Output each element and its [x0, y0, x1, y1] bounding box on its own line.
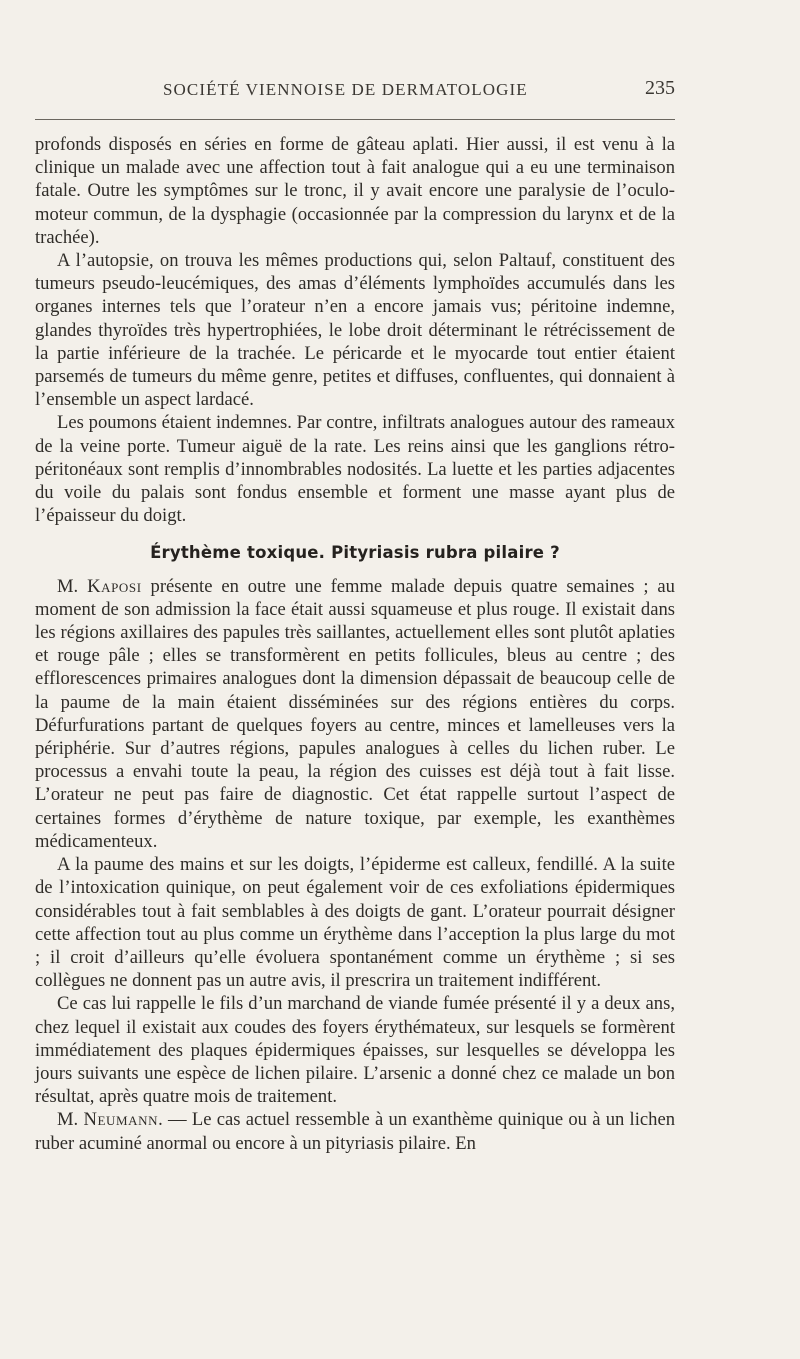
neumann-text: . — Le cas actuel ressemble à un exanthème quinique ou à un lichen ruber acuminé anormal ou encore à un pityriasis pilaire. En	[35, 1109, 675, 1154]
article-body	[35, 133, 675, 1155]
running-header	[35, 77, 675, 105]
header-title: SOCIÉTÉ VIENNOISE DE DERMATOLOGIE	[163, 80, 528, 99]
paragraph-recall-case: Ce cas lui rappelle le fils d’un marchand de viande fumée présenté il y a deux ans, chez lequel il existait aux coudes des foyers érythémateux, sur lesquels se formèrent immédiatement des plaques épidermiques épaisses, sur lesquelles se développa les jours suivants une espèce de lichen pilaire. L’arsenic a donné chez ce malade un bon résultat, après quatre mois de traitement.	[35, 993, 675, 1108]
paragraph-palms: A la paume des mains et sur les doigts, l’épiderme est calleux, fendillé. A la suite de l’intoxication quinique, on peut également voir de ces exfoliations épidermiques considérables tout à fait semblables à des doigts de gant. L’orateur pourrait désigner cette affection tout au plus comme un érythème dans l’acception la plus large du mot ; il croit d’ailleurs qu’elle évoluera spontanément comme un érythème ; si ses collègues ne donnent pas un autre avis, il prescrira un traitement indifférent.	[35, 854, 675, 992]
page-number: 235	[645, 77, 675, 99]
header-rule	[35, 119, 675, 120]
kaposi-prefix: M.	[57, 575, 88, 597]
paragraph-autopsy: A l’autopsie, on trouva les mêmes productions qui, selon Paltauf, constituent des tumeurs pseudo-leucémiques, des amas d’éléments lymphoïdes accumulés dans les organes internes tels que l’orateur n’en a encore jamais vus; péritoine indemne, glandes thyroïdes très hypertrophiées, le lobe droit déterminant le rétrécissement de la partie inférieure de la trachée. Le péricarde et le myocarde tout entier étaient parsemés de tumeurs du même genre, petites et diffuses, confluentes, qui donnaient à l’ensemble un aspect lardacé.	[35, 250, 675, 411]
kaposi-text: présente en outre une femme malade depuis quatre semaines ; au moment de son admission la face était aussi squameuse et plus rouge. Il existait dans les régions axillaires des papules très saillantes, actuellement elles sont plutôt aplaties et rouge pâle ; elles se transformèrent en petits follicules, bleus au centre ; des efflorescences primaires analogues dont la dimension dépassait de beaucoup celle de la paume de la main étaient disséminées sur des régions entières du corps. Défurfurations partant de quelques foyers au centre, minces et lamelleuses vers la périphérie. Sur d’autres régions, papules analogues à celles du lichen ruber. Le processus a envahi toute la peau, la région des cuisses est déjà tout à fait lisse. L’orateur ne peut pas faire de diagnostic. Cet état rappelle surtout l’aspect de certaines formes d’érythème de nature toxique, par exemple, les exanthèmes médicamenteux.	[35, 575, 675, 852]
section-heading: Érythème toxique. Pityriasis rubra pilaire ?	[150, 543, 560, 563]
paragraph-continuation: profonds disposés en séries en forme de gâteau aplati. Hier aussi, il est venu à la clinique un malade avec une affection tout à fait analogue qui a eu une terminaison fatale. Outre les symptômes sur le tronc, il y avait encore une paralysie de l’oculo-moteur commun, de la dysphagie (occasionnée par la compression du larynx et de la trachée).	[35, 134, 675, 248]
paragraph-neumann	[35, 1108, 675, 1154]
neumann-prefix: M.	[57, 1109, 84, 1131]
paragraph-lungs: Les poumons étaient indemnes. Par contre, infiltrats analogues autour des rameaux de la veine porte. Tumeur aiguë de la rate. Les reins ainsi que les ganglions rétro-péritonéaux sont remplis d’innombrables nodosités. La luette et les parties adjacentes du voile du palais sont fondus ensemble et forment une masse ayant plus de l’épaisseur du doigt.	[35, 412, 675, 527]
speaker-kaposi: Kaposi	[87, 575, 142, 597]
paragraph-kaposi	[35, 575, 675, 853]
speaker-neumann: Neumann	[83, 1109, 159, 1131]
